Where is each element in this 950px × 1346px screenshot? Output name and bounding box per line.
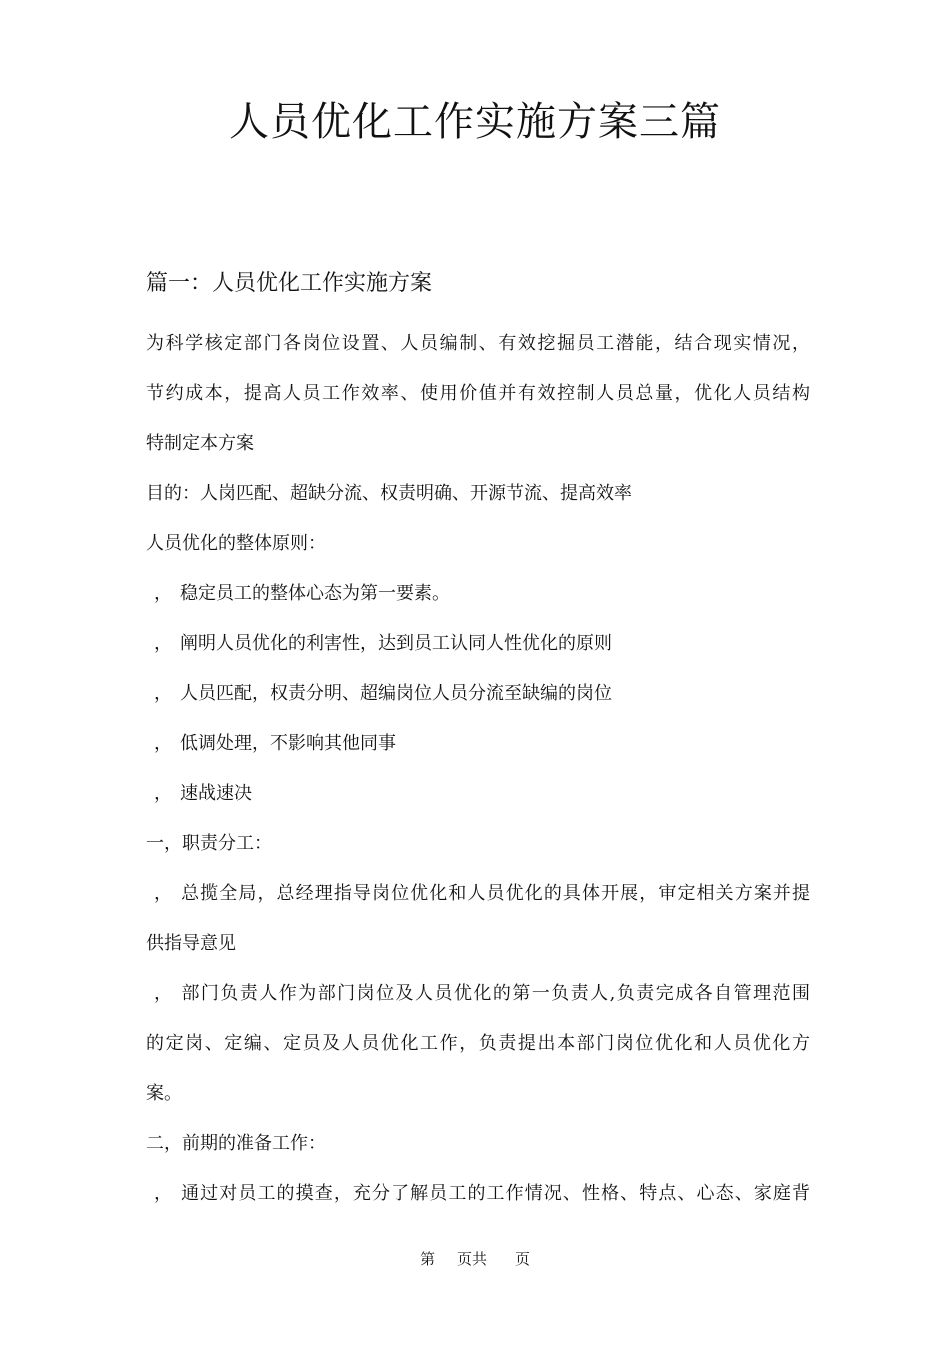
- bullet-mark: ，: [154, 783, 172, 804]
- document-title: 人员优化工作实施方案三篇: [229, 99, 721, 145]
- footer-ye-gong: 页共: [456, 1250, 487, 1268]
- paragraph-line: 特制定本方案: [146, 433, 254, 454]
- paragraph-line: 为科学核定部门各岗位设置、人员编制、有效挖掘员工潜能，结合现实情况，: [146, 333, 810, 354]
- bullet-mark: ，: [154, 883, 172, 904]
- list-item: ， 通过对员工的摸查，充分了解员工的工作情况、性格、特点、心态、家庭背: [146, 1169, 810, 1219]
- paragraph-line: 节约成本，提高人员工作效率、使用价值并有效控制人员总量，优化人员结构: [146, 383, 810, 404]
- list-item: ， 阐明人员优化的利害性，达到员工认同人性优化的原则: [146, 619, 810, 669]
- paragraph-line: 供指导意见: [146, 933, 236, 954]
- bullet-mark: ，: [154, 733, 172, 754]
- paragraph-line: 目的：人岗匹配、超缺分流、权责明确、开源节流、提高效率: [146, 483, 632, 504]
- paragraph-line: 案。: [146, 1083, 182, 1104]
- paragraph-line: 二，前期的准备工作：: [146, 1133, 326, 1154]
- bullet-mark: ，: [154, 683, 172, 704]
- list-item: ， 部门负责人作为部门岗位及人员优化的第一负责人,负责完成各自管理范围: [146, 969, 810, 1019]
- list-item: ， 稳定员工的整体心态为第一要素。: [146, 569, 810, 619]
- paragraph-line: 一，职责分工：: [146, 833, 272, 854]
- bullet-mark: ，: [154, 983, 172, 1004]
- paragraph-line: 人员优化的整体原则：: [146, 533, 326, 554]
- list-item: ， 低调处理，不影响其他同事: [146, 719, 810, 769]
- paragraph-line: 的定岗、定编、定员及人员优化工作，负责提出本部门岗位优化和人员优化方: [146, 1033, 810, 1054]
- bullet-mark: ，: [154, 633, 172, 654]
- bullet-mark: ，: [154, 1183, 172, 1204]
- list-item: ， 人员匹配，权责分明、超编岗位人员分流至缺编的岗位: [146, 669, 810, 719]
- list-item: ， 速战速决: [146, 769, 810, 819]
- section-heading: 篇一：人员优化工作实施方案: [146, 271, 433, 296]
- bullet-mark: ，: [154, 583, 172, 604]
- page-footer: [0, 1246, 950, 1272]
- footer-di: 第: [419, 1250, 435, 1268]
- list-item: ， 总揽全局，总经理指导岗位优化和人员优化的具体开展，审定相关方案并提: [146, 869, 810, 919]
- footer-ye: 页: [515, 1250, 531, 1268]
- document-body: [146, 319, 810, 1219]
